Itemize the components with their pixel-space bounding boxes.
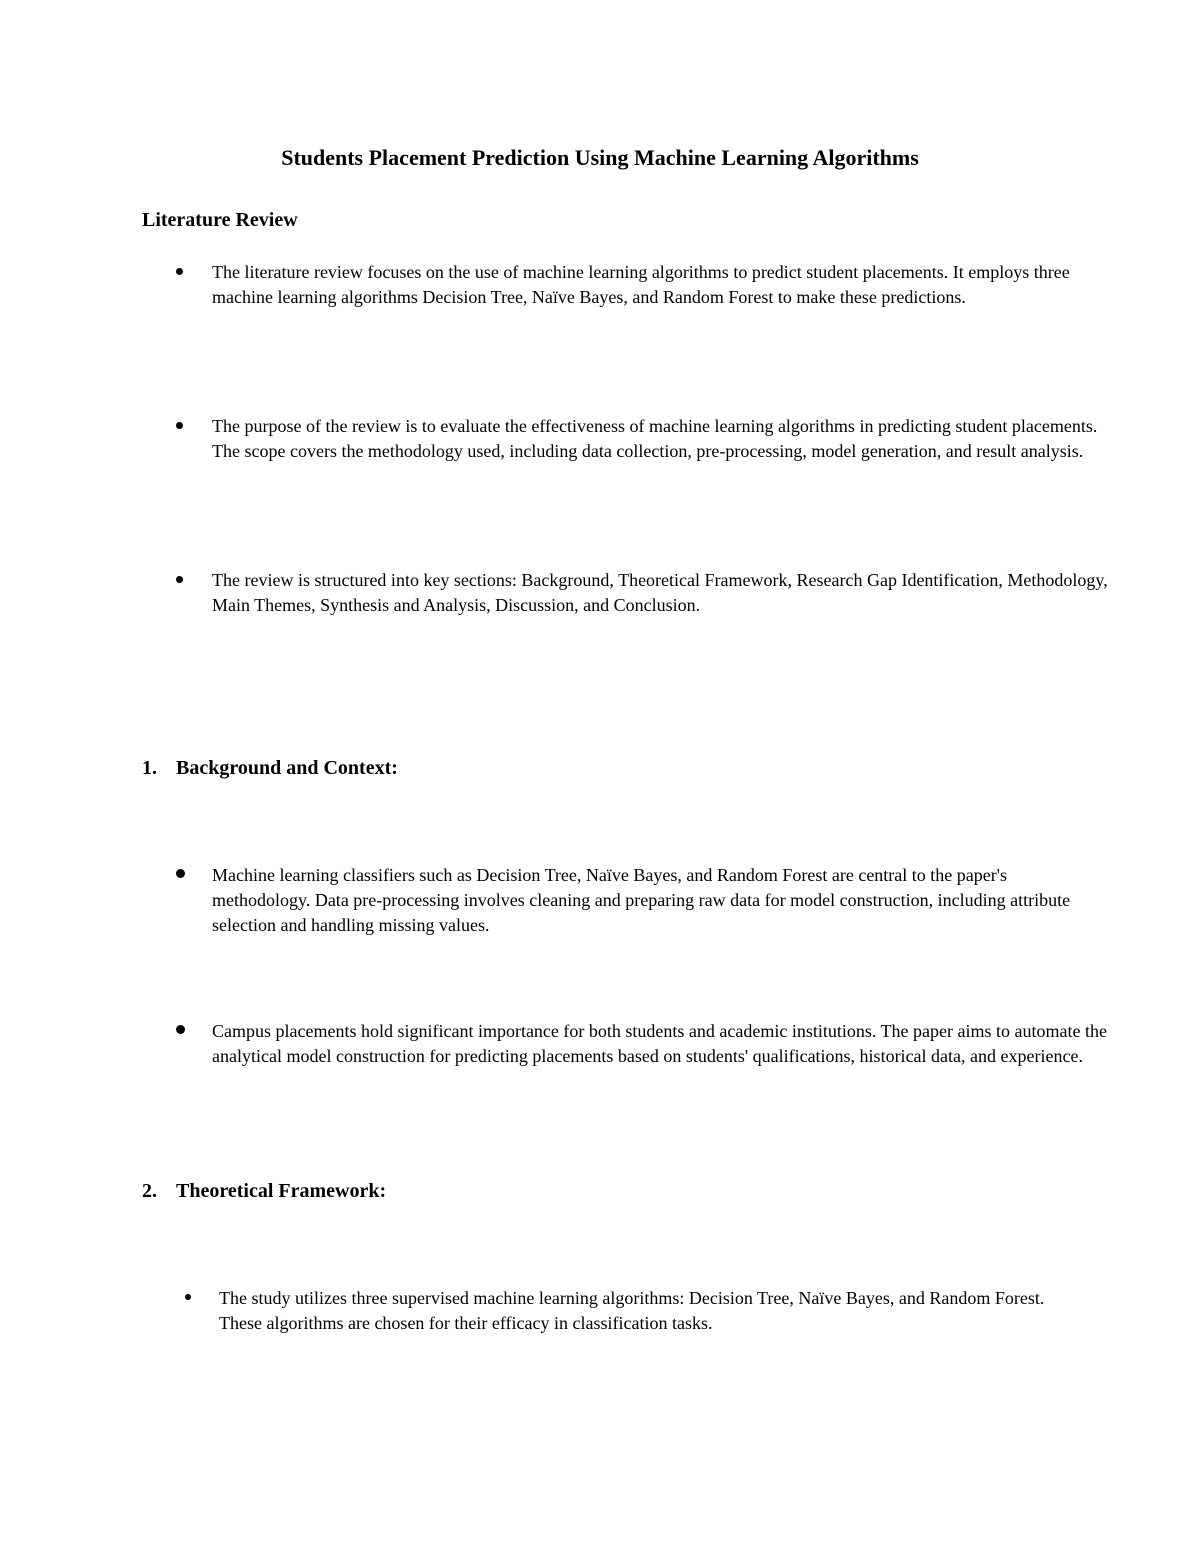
list-item — [212, 1019, 1107, 1069]
bullet-icon — [176, 1025, 185, 1034]
literature-review-heading: Literature Review — [142, 209, 298, 231]
bullet-icon — [185, 1294, 191, 1300]
list-item — [212, 414, 1112, 464]
bullet-icon — [176, 422, 183, 429]
bullet-icon — [176, 869, 185, 878]
bullet-text: Machine learning classifiers such as Decision Tree, Naïve Bayes, and Random Forest are central to the paper's methodology. Data pre-processing involves cleaning and preparing raw data for model construction, including attribute selection and handling missing values. — [212, 865, 1071, 935]
section-title: Theoretical Framework: — [176, 1180, 387, 1202]
list-item — [212, 260, 1112, 310]
bullet-text: The review is structured into key sections: Background, Theoretical Framework, Research Gap Identification, Methodology, Main Themes, Synthesis and Analysis, Discussion, and Conclusion. — [212, 570, 1108, 615]
bullet-text: Campus placements hold significant importance for both students and academic institutions. The paper aims to automate the analytical model construction for predicting placements based on students' qualifications, historical data, and experience. — [212, 1021, 1107, 1066]
bullet-text: The literature review focuses on the use of machine learning algorithms to predict student placements. It employs three machine learning algorithms Decision Tree, Naïve Bayes, and Random Forest to make these predictions. — [212, 262, 1070, 307]
section-heading-background — [142, 754, 398, 782]
bullet-icon — [176, 268, 183, 275]
section-number: 1. — [142, 757, 157, 779]
document-title: Students Placement Prediction Using Machine Learning Algorithms — [281, 145, 919, 170]
section-heading-theoretical-framework — [142, 1177, 386, 1205]
list-item — [212, 568, 1112, 618]
section-title: Background and Context: — [176, 757, 398, 779]
bullet-icon — [176, 576, 183, 583]
list-item — [219, 1286, 1089, 1336]
list-item — [212, 863, 1092, 938]
bullet-text: The study utilizes three supervised machine learning algorithms: Decision Tree, Naïve Bayes, and Random Forest. These algorithms are chosen for their efficacy in classification tasks. — [219, 1288, 1045, 1333]
bullet-text: The purpose of the review is to evaluate the effectiveness of machine learning algorithms in predicting student placements. The scope covers the methodology used, including data collection, pre-processing, model generation, and result analysis. — [212, 416, 1098, 461]
section-number: 2. — [142, 1180, 157, 1202]
